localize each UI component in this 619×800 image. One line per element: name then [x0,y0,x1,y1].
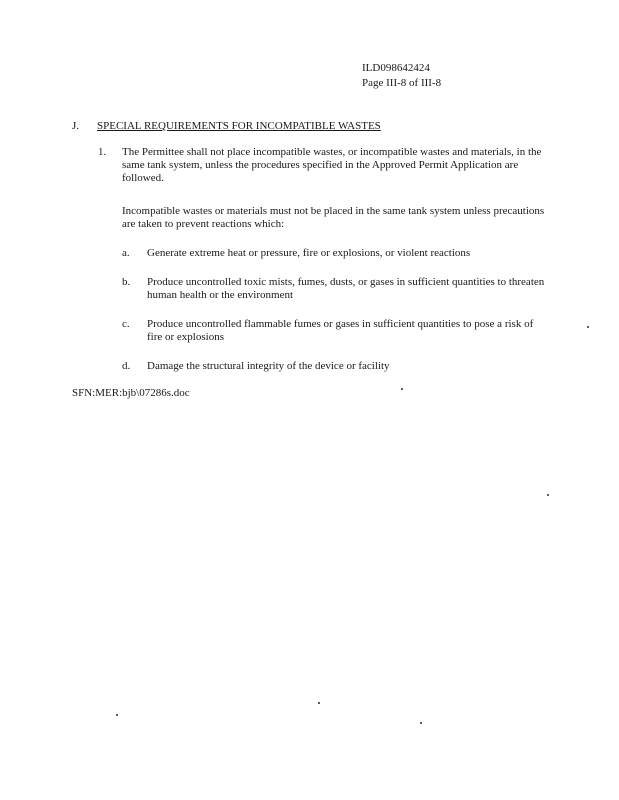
subitem-text-d: Damage the structural integrity of the device or facility [147,360,390,372]
file-reference: SFN:MER:bjb\07286s.doc [72,387,190,399]
scan-speck [420,722,422,724]
item-number: 1. [98,146,107,158]
scan-speck [318,702,320,704]
subitem-letter-d: d. [122,360,131,372]
document-id: ILD098642424 [362,62,430,74]
item-paragraph-1: The Permittee shall not place incompatible wastes, or incompatible wastes and materials, in the same tank system, unless the procedures specified in the Approved Permit Application are followed. [122,146,542,184]
subitem-letter-a: a. [122,247,130,259]
page-number: Page III-8 of III-8 [362,77,442,89]
section-title: SPECIAL REQUIREMENTS FOR INCOMPATIBLE WASTES [97,120,381,132]
section-letter: J. [72,120,80,132]
subitem-letter-c: c. [122,318,130,330]
subitem-text-c: Produce uncontrolled flammable fumes or gases in sufficient quantities to pose a risk of fire or explosions [147,318,534,343]
scan-speck [587,326,589,328]
scan-speck [116,714,118,716]
subitem-letter-b: b. [122,276,131,288]
scan-speck [401,388,403,390]
item-paragraph-2: Incompatible wastes or materials must not be placed in the same tank system unless precautions are taken to prevent reactions which: [122,205,545,230]
subitem-text-b: Produce uncontrolled toxic mists, fumes, dusts, or gases in sufficient quantities to threaten human health or the environment [147,276,545,301]
subitem-text-a: Generate extreme heat or pressure, fire or explosions, or violent reactions [147,247,471,259]
scan-speck [547,494,549,496]
